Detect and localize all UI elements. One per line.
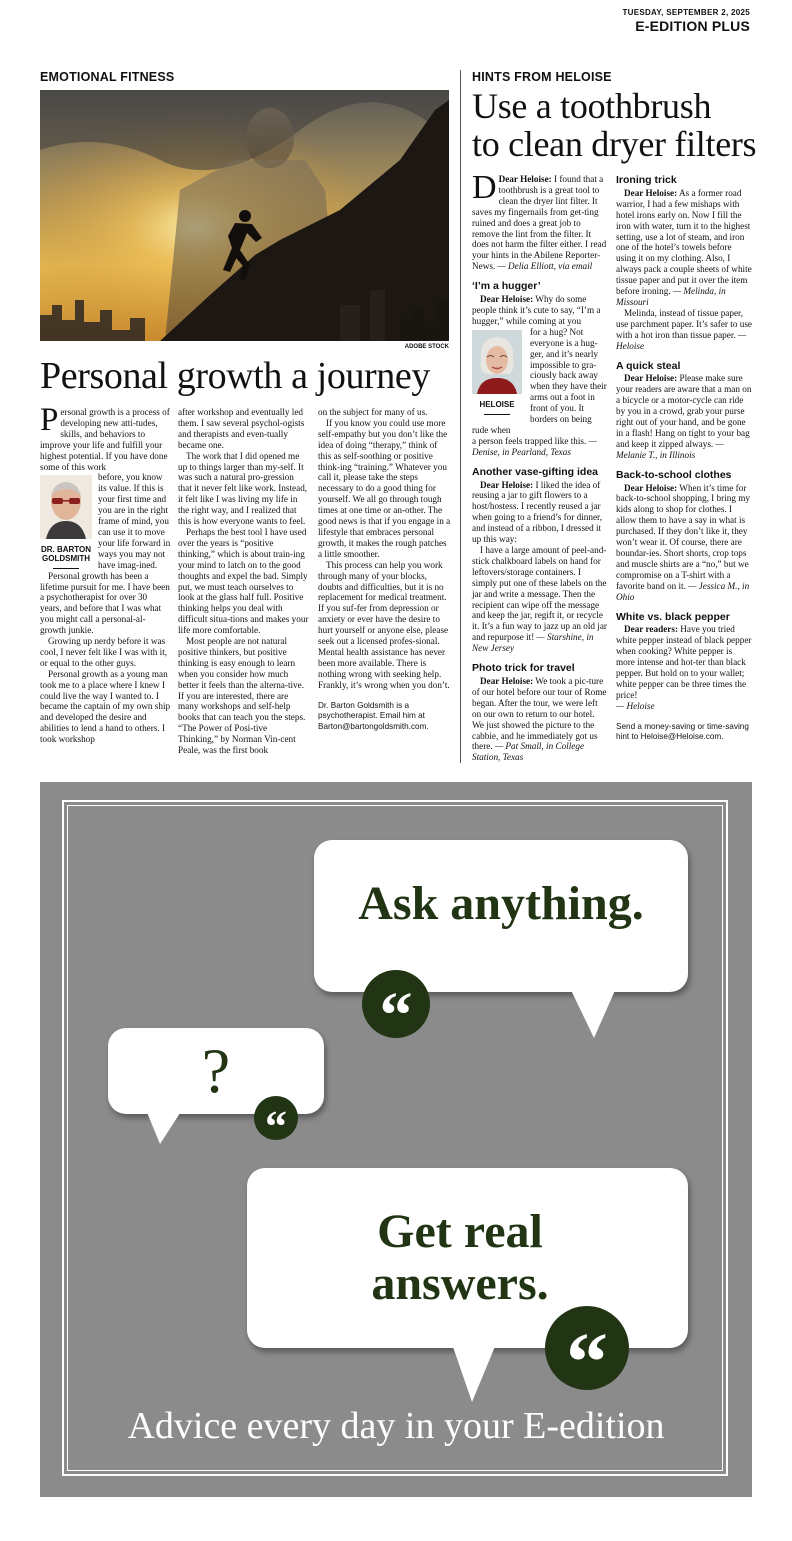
pepper-title: White vs. black pepper: [616, 610, 730, 623]
dear-heloise-label: Dear Heloise:: [624, 373, 678, 384]
get-real-answers-text: [247, 1206, 673, 1310]
vase-text-2: I have a large amount of peel-and-stick chalkboard labels on hand for leftovers/storage containers. I simply put one of these labels on the jar and write a message. Then the recipient can wipe off the message and keep the jar, regift it, or recycle it. It’s a fun way to jazz up an old jar and repurpose it!: [472, 545, 607, 643]
hugger-text-b: for a hug? Not everyone is a hug-ger, and it’s nearly impossible to gra-ciously back away when they have their arms out a foot in front of you. It borders on being rude when: [472, 326, 607, 435]
question-mark-text: ?: [201, 1035, 231, 1106]
author-photo: [40, 475, 92, 539]
edition-title: E-EDITION PLUS: [635, 18, 750, 34]
author-bio: Dr. Barton Goldsmith is a psychotherapist. Email him at Barton@bartongoldsmith.com.: [318, 700, 429, 731]
dear-readers-label: Dear readers:: [624, 624, 678, 635]
col2-paragraph-3: Perhaps the best tool I have used over the years is “positive thinking,” which is about train-ing your mind to latch on to the good thoughts and expel the bad. Simply put, we must teach ourselves to look at the glass half full. Positive thinking helps you deal with difficult situa-tions and makes your life more comfortable.: [178, 526, 309, 636]
intro-credit: — Delia Elliott, via email: [497, 261, 593, 272]
photo-credit: ADOBE STOCK: [404, 344, 449, 350]
drop-cap: P: [40, 402, 59, 438]
speech-bubble-question-tail: [146, 1110, 182, 1146]
pepper-credit: — Heloise: [616, 700, 655, 711]
col3-paragraph-1: on the subject for many of us.: [318, 407, 428, 417]
photo-trick-credit: — Pat Small, in College Station, Texas: [472, 741, 585, 763]
headline-line-2: to clean dryer filters: [472, 124, 757, 164]
quick-steal-credit: — Melanie T., in Illinois: [616, 438, 724, 460]
hugger-text-c: a person feels trapped like this.: [472, 435, 587, 446]
article-column-1: [40, 402, 171, 745]
dear-heloise-label: Dear Heloise:: [624, 187, 678, 198]
ironing-text-2: Melinda, instead of tissue paper, use parchment paper. It’s safer to use with a hot iron than tissue paper.: [616, 307, 752, 340]
hugger-text-a: Why do some people think it’s cute to say, “I’m a hugger,” while coming at you: [472, 294, 601, 326]
ask-anything-text: Ask anything.: [358, 877, 644, 930]
speech-bubble-answers-tail: [452, 1344, 496, 1404]
speech-bubble-ask-tail: [570, 988, 616, 1040]
col1-paragraph-2: Personal growth has been a lifetime pursuit for me. I have been a psychotherapist for over 30 years, and before that I was what you might call a personal-al-growth junkie.: [40, 570, 170, 636]
photo-trick-text: We took a pic-ture of our hotel before our tour of Rome began. After the tour, we were left on our own to return to our hotel. We just showed the picture to the cabbie, and he immediately got us there.: [472, 675, 607, 752]
heloise-drop-cap: D: [472, 169, 497, 206]
section-label-heloise: HINTS FROM HELOISE: [472, 70, 612, 84]
intro-text: I found that a toothbrush is a great tool to clean the dryer lint filter. It saves my fingernails from get-ting ruined and does a great job to remove the lint from the filter. It does not harm the filter either. I read your hints in the Abilene Reporter-News.: [472, 174, 607, 272]
ironing-title: Ironing trick: [616, 174, 677, 186]
send-hint-note: Send a money-saving or time-saving hint to Heloise@Heloise.com.: [616, 721, 749, 742]
heloise-photo: [472, 330, 522, 394]
col2-paragraph-2: The work that I did opened me up to things larger than my-self. It was such a natural pro-gression that it never felt like work. Instead, it felt like I was living my life in the right way, and I realized that this is how everyone wants to feel.: [178, 450, 308, 527]
author-caption-line1: DR. BARTON: [40, 545, 92, 555]
heloise-mugshot: [472, 330, 522, 415]
vase-credit: — Starshine, in New Jersey: [472, 632, 594, 654]
ironing-credit: — Melinda, in Missouri: [616, 286, 726, 307]
col1-paragraph-1a: ersonal growth is a process of developing new atti-tudes, skills, and behaviors to improve your life and fulfill your highest potential. If you have done some of this work: [40, 407, 170, 472]
col3-paragraph-2: If you know you could use more self-empathy but you don’t like the idea of doing “therapy,” think of this as self-soothing or positive think-ing “training.” Whatever you call it, please take the steps necessary to do a good thing for yourself. We all go through tough times at one time or an-other. The good news is that if you engage in a lifestyle that embraces personal growth, it makes the rough patches a little smoother.: [318, 417, 451, 559]
dear-heloise-label: Dear Heloise:: [480, 294, 534, 305]
headline-line-1: Use a toothbrush: [472, 86, 712, 126]
answers-line-2: answers.: [371, 1257, 549, 1310]
school-clothes-text: When it’s time for back-to-school shopping, I bring my kids along to shop for clothes. I allow them to have a say in what is purchased. If they don’t like it, they won’t wear it. Of course, there are boundar-ies. Short shorts, crop tops and muscle shirts are a “no,” but we compromise on a T-shirt with a favorite band on it.: [616, 482, 750, 591]
climber-silhouette-image: [40, 90, 449, 341]
dear-heloise-label: Dear Heloise:: [498, 174, 552, 184]
quick-steal-title: A quick steal: [616, 359, 681, 372]
pepper-text: Have you tried white pepper instead of black pepper when cooking? White pepper is more intense and hot-ter than black pepper. But hold on to your wallet; white pepper can be three times the price!: [616, 624, 752, 700]
author-mugshot: [40, 475, 92, 569]
ad-tagline: Advice every day in your E-edition: [127, 1405, 665, 1447]
col2-paragraph-4: Most people are not natural positive thinkers, but positive thinking is easy enough to learn when you consider how much better it feels than the alterna-tive. If you are interested, there are many workshops and self-help books that can teach you the steps. “The Power of Posi-tive Thinking,” by Norman Vin-cent Peale, was the first book: [178, 636, 306, 756]
article-column-3: [318, 407, 451, 732]
col3-paragraph-3: This process can help you work through many of your blocks, doubts and difficulties, but it is no replacement for medical treatment. If you suf-fer from depression or anxiety or ever have the desire to hurt yourself or anyone else, please seek out a licensed profes-sional. Mental health assistance has never been more available. There is nothing wrong with seeking help. Frankly, it’s wrong when you don’t.: [318, 559, 450, 690]
quote-icon-2: “: [254, 1096, 298, 1140]
col2-paragraph-1: after workshop and eventually led them. I saw several psychol-ogists and therapists and even-tually became one.: [178, 407, 305, 450]
quote-icon-1: “: [362, 970, 430, 1038]
headline-toothbrush: [472, 87, 762, 163]
col1-paragraph-3: Growing up nerdy before it was cool, I never felt like I was with it, or equal to the other guys.: [40, 636, 168, 668]
vase-text-1: I liked the idea of reusing a jar to gift flowers to a host/hostess. I recently reused a jar when going to a friend’s for dinner, and instead of a ribbon, I dressed it up this way:: [472, 479, 603, 545]
school-clothes-title: Back-to-school clothes: [616, 468, 732, 481]
article-column-2: [178, 407, 309, 756]
heloise-column-2: [616, 166, 752, 743]
answers-line-1: Get real: [377, 1205, 543, 1258]
headline-personal-growth: Personal growth a journey: [40, 355, 430, 397]
heloise-column-1: [472, 169, 608, 763]
edition-date: TUESDAY, SEPTEMBER 2, 2025: [622, 8, 750, 17]
ironing-reply-credit: — Heloise: [616, 329, 747, 351]
section-label-emotional-fitness: EMOTIONAL FITNESS: [40, 70, 175, 84]
col1-paragraph-4: Personal growth as a young man took me to a place where I knew I could live the way I wanted to. I became the captain of my own ship and developed the desire and abilities to lend a hand to others. I took workshop: [40, 668, 171, 745]
vase-title: Another vase-gifting idea: [472, 465, 599, 478]
hugger-title: ‘I’m a hugger’: [472, 280, 541, 293]
heloise-caption: HELOISE: [479, 399, 515, 409]
dear-heloise-label: Dear Heloise:: [480, 675, 534, 686]
column-divider: [460, 70, 461, 763]
article-photo: [40, 90, 449, 341]
school-clothes-credit: — Jessica M., in Ohio: [616, 580, 750, 602]
quote-icon-3: “: [545, 1306, 629, 1390]
hugger-credit: — Denise, in Pearland, Texas: [472, 435, 597, 457]
dear-heloise-label: Dear Heloise:: [624, 482, 678, 493]
col1-paragraph-1b: before, you know its value. If this is your first time and you are in the right frame of mind, you can use it to move your life forward in ways you may not have imag-ined.: [98, 472, 171, 570]
photo-trick-title: Photo trick for travel: [472, 662, 575, 675]
author-caption-line2: GOLDSMITH: [42, 554, 90, 564]
ironing-text-1: As a former road warrior, I had a few mishaps with hotel irons early on. Now I fill the iron with water, turn it to the highest setting, use a lot of steam, and iron one of the hotel’s towels before using it on my clothing. Also, I always pack a couple sheets of white tissue paper and put it over the item before ironing.: [616, 187, 752, 297]
dear-heloise-label: Dear Heloise:: [480, 479, 534, 490]
quick-steal-text: Please make sure your readers are aware that a man on a bicycle or a motor-cycle can ride by you in a crowd, grab your purse right out of your hand, and be gone in a flash! Hang on tight to your bag and keep it zipped always.: [616, 373, 752, 449]
